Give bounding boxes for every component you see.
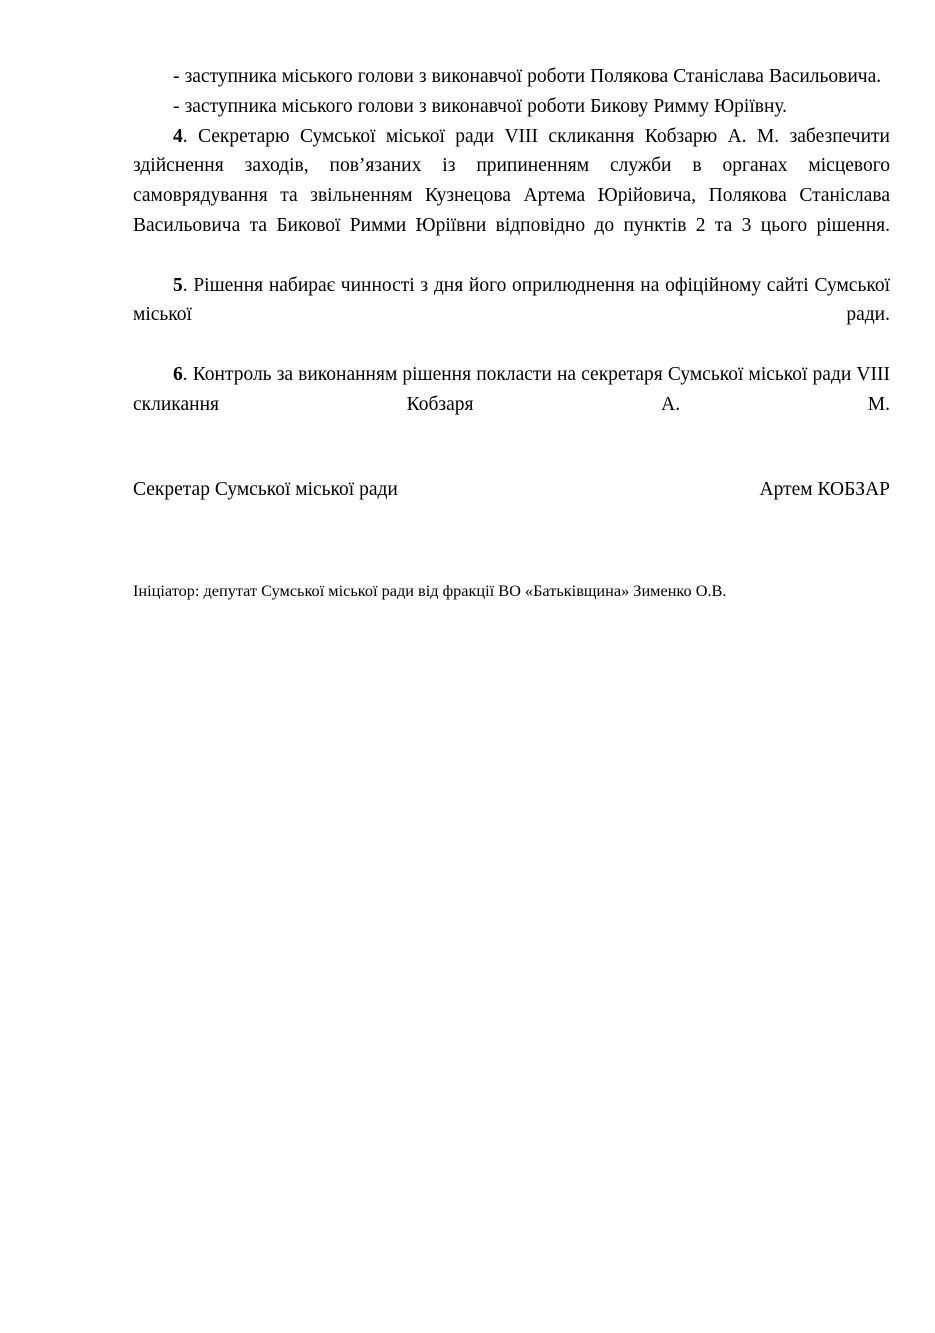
paragraph-text: - заступника міського голови з виконавчої роботи Бикову Римму Юріївну. [173, 95, 788, 117]
initiator-note: Ініціатор: депутат Сумської міської ради від фракції ВО «Батьківщина» Зименко О.В. [133, 581, 727, 600]
paragraph-bullet-polyakov [133, 62, 890, 92]
paragraph-text: . Контроль за виконанням рішення покласти на секретаря Сумської міської ради VIII скликання Кобзаря А. М. [133, 363, 890, 415]
paragraph-item-5 [133, 271, 890, 360]
signature-block [133, 476, 890, 504]
paragraph-item-4 [133, 122, 890, 271]
paragraph-number: 4 [173, 125, 183, 147]
paragraph-bullet-bykova [133, 92, 890, 122]
paragraph-number: 5 [173, 274, 183, 296]
signatory-role: Секретар Сумської міської ради [133, 479, 398, 500]
paragraph-text: . Рішення набирає чинності з дня його оприлюднення на офіційному сайті Сумської міської ради. [133, 274, 890, 326]
paragraph-number: 6 [173, 363, 183, 385]
signatory-name: Артем КОБЗАР [759, 479, 890, 500]
paragraph-text: . Секретарю Сумської міської ради VIII скликання Кобзарю А. М. забезпечити здійснення заходів, пов’язаних із припиненням служби в органах місцевого самоврядування та звільненням Кузнецова Артема Юрійовича, Полякова Станіслава Васильовича та Бикової Римми Юріївни відповідно до пунктів 2 та 3 цього рішення. [133, 125, 890, 236]
paragraph-text: - заступника міського голови з виконавчої роботи Полякова Станіслава Васильовича. [173, 66, 882, 87]
document-body [133, 62, 890, 449]
paragraph-item-6 [133, 360, 890, 449]
